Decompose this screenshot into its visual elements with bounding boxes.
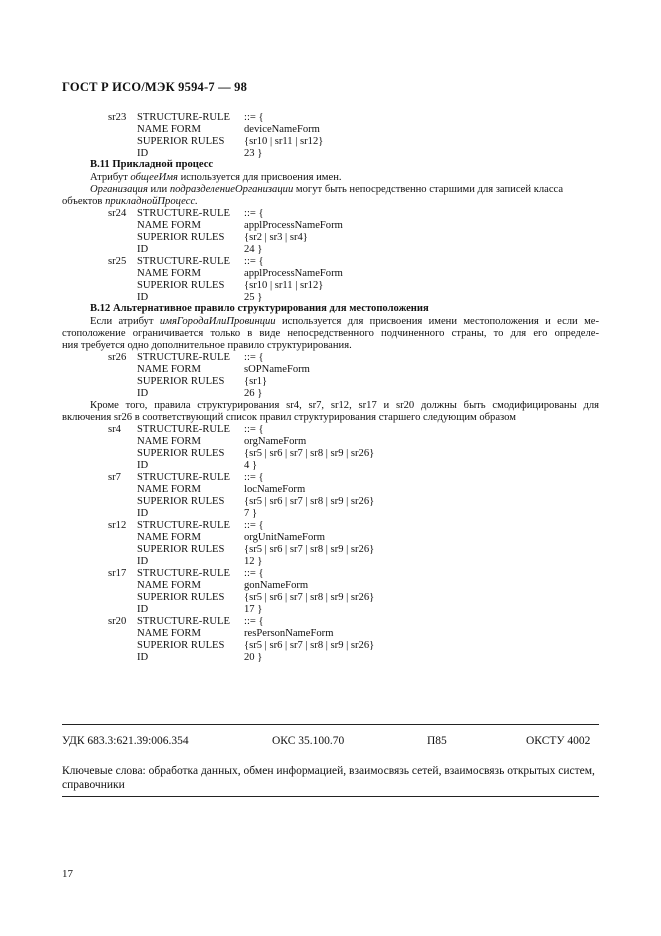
paragraph-line (90, 172, 342, 184)
id-label: ID (137, 292, 149, 303)
footer-oks: ОКС 35.100.70 (272, 735, 345, 747)
superior-rules-value: {sr10 | sr11 | sr12} (244, 280, 324, 291)
name-form-value: applProcessNameForm (244, 268, 343, 279)
name-form-label: NAME FORM (137, 124, 201, 135)
page-number: 17 (62, 868, 73, 880)
superior-rules-label: SUPERIOR RULES (137, 136, 225, 147)
text-run: используется для присвоения имени местоположения и если ме- (275, 316, 599, 327)
rule-structure: STRUCTURE-RULE (137, 568, 230, 579)
superior-rules-label: SUPERIOR RULES (137, 640, 225, 651)
superior-rules-value: {sr5 | sr6 | sr7 | sr8 | sr9 | sr26} (244, 544, 375, 555)
id-value: 20 } (244, 652, 263, 663)
rule-structure: STRUCTURE-RULE (137, 616, 230, 627)
text-run: Если атрибут (90, 316, 160, 327)
page-header-title: ГОСТ Р ИСО/МЭК 9594-7 — 98 (62, 80, 248, 94)
name-form-value: deviceNameForm (244, 124, 320, 135)
paragraph-line (62, 196, 198, 208)
text-run-italic: прикладнойПроцесс. (105, 196, 198, 207)
superior-rules-value: {sr2 | sr3 | sr4} (244, 232, 308, 243)
text-run: или (147, 184, 170, 195)
rule-tag: sr17 (108, 568, 127, 579)
name-form-label: NAME FORM (137, 484, 201, 495)
id-label: ID (137, 652, 149, 663)
rule-assign: ::= { (244, 352, 264, 363)
rule-tag: sr23 (108, 112, 127, 123)
text-run: объектов (62, 196, 106, 207)
rule-structure: STRUCTURE-RULE (137, 208, 230, 219)
name-form-value: sOPNameForm (244, 364, 310, 375)
rule-structure: STRUCTURE-RULE (137, 256, 230, 267)
name-form-value: locNameForm (244, 484, 306, 495)
rule-tag: sr26 (108, 352, 127, 363)
footer-okstu: ОКСТУ 4002 (526, 735, 591, 747)
rule-tag: sr25 (108, 256, 127, 267)
name-form-value: applProcessNameForm (244, 220, 343, 231)
id-label: ID (137, 244, 149, 255)
rule-assign: ::= { (244, 520, 264, 531)
name-form-label: NAME FORM (137, 220, 201, 231)
text-run: Кроме того, правила структурирования sr4, sr7, sr12, sr17 и sr20 должны быть смодифицированы для (90, 400, 599, 411)
name-form-value: gonNameForm (244, 580, 309, 591)
rule-tag: sr12 (108, 520, 127, 531)
rule-structure: STRUCTURE-RULE (137, 472, 230, 483)
id-value: 17 } (244, 604, 263, 615)
id-label: ID (137, 148, 149, 159)
name-form-label: NAME FORM (137, 532, 201, 543)
text-run: используется для присвоения имен. (177, 172, 342, 183)
rule-assign: ::= { (244, 472, 264, 483)
superior-rules-label: SUPERIOR RULES (137, 496, 225, 507)
superior-rules-label: SUPERIOR RULES (137, 544, 225, 555)
section-heading-b12: В.12 Альтернативное правило структурирования для местоположения (90, 303, 429, 314)
paragraph-line: включения sr26 в соответствующий список правил структурирования старшего следующим образом (62, 412, 516, 423)
name-form-value: orgNameForm (244, 436, 307, 447)
text-run: могут быть непосредственно старшими для записей класса (293, 184, 564, 195)
rule-assign: ::= { (244, 256, 264, 267)
paragraph-line: ния требуется одно дополнительное правило структурирования. (62, 340, 352, 351)
superior-rules-label: SUPERIOR RULES (137, 232, 225, 243)
id-value: 24 } (244, 244, 263, 255)
id-value: 12 } (244, 556, 263, 567)
section-heading-b11: В.11 Прикладной процесс (90, 159, 214, 170)
footer-bottom-rule (62, 796, 599, 797)
paragraph-line (90, 184, 563, 196)
rule-assign: ::= { (244, 616, 264, 627)
id-label: ID (137, 460, 149, 471)
superior-rules-label: SUPERIOR RULES (137, 448, 225, 459)
id-value: 25 } (244, 292, 263, 303)
superior-rules-label: SUPERIOR RULES (137, 376, 225, 387)
id-value: 4 } (244, 460, 258, 471)
name-form-label: NAME FORM (137, 436, 201, 447)
id-label: ID (137, 508, 149, 519)
rule-assign: ::= { (244, 112, 264, 123)
superior-rules-value: {sr1} (244, 376, 268, 387)
rule-assign: ::= { (244, 568, 264, 579)
superior-rules-value: {sr5 | sr6 | sr7 | sr8 | sr9 | sr26} (244, 448, 375, 459)
rule-tag: sr4 (108, 424, 121, 435)
footer-top-rule (62, 724, 599, 725)
rule-tag: sr7 (108, 472, 121, 483)
paragraph-line: стоположение ограничивается только в виде непосредственного подчиненного страны, то для его определе- (62, 328, 599, 339)
paragraph (62, 316, 599, 352)
footer-udk: УДК 683.3:621.39:006.354 (62, 735, 189, 747)
text-run-italic: общееИмя (130, 172, 178, 183)
superior-rules-label: SUPERIOR RULES (137, 592, 225, 603)
rule-structure: STRUCTURE-RULE (137, 352, 230, 363)
footer-keywords: Ключевые слова: обработка данных, обмен информацией, взаимосвязь сетей, взаимосвязь открытых систем, справочники (62, 765, 595, 791)
id-label: ID (137, 604, 149, 615)
superior-rules-value: {sr5 | sr6 | sr7 | sr8 | sr9 | sr26} (244, 496, 375, 507)
text-run-italic: подразделениеОрганизации (169, 184, 294, 195)
name-form-label: NAME FORM (137, 364, 201, 375)
rule-tag: sr24 (108, 208, 127, 219)
rule-structure: STRUCTURE-RULE (137, 520, 230, 531)
rule-structure: STRUCTURE-RULE (137, 112, 230, 123)
paragraph-line (62, 400, 599, 412)
name-form-value: orgUnitNameForm (244, 532, 326, 543)
id-value: 7 } (244, 508, 258, 519)
rule-tag: sr20 (108, 616, 127, 627)
text-run: Атрибут (90, 172, 131, 183)
name-form-label: NAME FORM (137, 580, 201, 591)
name-form-label: NAME FORM (137, 628, 201, 639)
footer-p: П85 (427, 735, 447, 747)
id-value: 23 } (244, 148, 263, 159)
superior-rules-value: {sr5 | sr6 | sr7 | sr8 | sr9 | sr26} (244, 640, 375, 651)
id-label: ID (137, 388, 149, 399)
name-form-value: resPersonNameForm (244, 628, 334, 639)
rule-assign: ::= { (244, 424, 264, 435)
superior-rules-label: SUPERIOR RULES (137, 280, 225, 291)
text-run-italic: Организация (90, 184, 148, 195)
paragraph (62, 400, 599, 424)
text-run-italic: имяГородаИлиПровинции (159, 316, 276, 327)
id-value: 26 } (244, 388, 263, 399)
id-label: ID (137, 556, 149, 567)
rule-structure: STRUCTURE-RULE (137, 424, 230, 435)
superior-rules-value: {sr5 | sr6 | sr7 | sr8 | sr9 | sr26} (244, 592, 375, 603)
name-form-label: NAME FORM (137, 268, 201, 279)
paragraph-line (62, 316, 599, 328)
rule-assign: ::= { (244, 208, 264, 219)
superior-rules-value: {sr10 | sr11 | sr12} (244, 136, 324, 147)
